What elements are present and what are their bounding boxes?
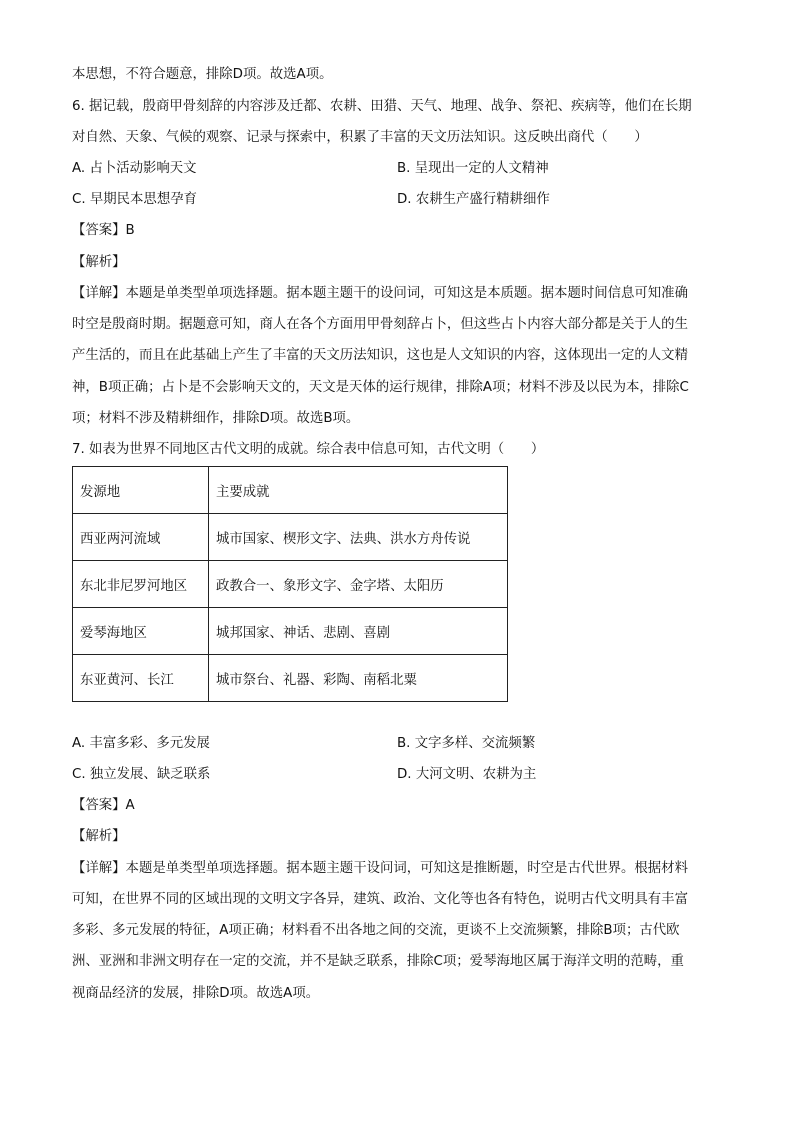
- q6-detail-line-2: 时空是殷商时期。据题意可知，商人在各个方面用甲骨刻辞占卜，但这些占卜内容大部分都是关于人的生: [72, 317, 688, 332]
- q7-detail-line-2: 可知，在世界不同的区域出现的文明文字各异，建筑、政治、文化等也各有特色，说明古代文明具有丰富: [72, 892, 688, 907]
- q7-option-b: B. 文字多样、交流频繁: [397, 736, 536, 751]
- q6-option-d: D. 农耕生产盛行精耕细作: [397, 192, 550, 207]
- table-cell-achievements: 城市祭台、礼器、彩陶、南稻北粟: [209, 655, 508, 702]
- q7-option-d: D. 大河文明、农耕为主: [397, 767, 537, 782]
- table-row: [73, 655, 508, 702]
- table-cell-region: 东亚黄河、长江: [73, 655, 209, 702]
- q7-detail-line-3: 多彩、多元发展的特征，A项正确；材料看不出各地之间的交流，更谈不上交流频繁，排除B项；古代欧: [72, 923, 680, 938]
- table-row: [73, 608, 508, 655]
- q6-analysis-label: 【解析】: [72, 255, 126, 270]
- q7-detail-line-1: 【详解】本题是单类型单项选择题。据本题主题干设问词，可知这是推断题，时空是古代世界。根据材料: [72, 861, 688, 876]
- q7-stem: 7. 如表为世界不同地区古代文明的成就。综合表中信息可知，古代文明（ ）: [72, 442, 545, 457]
- table-header-cell: 发源地: [73, 467, 209, 514]
- q7-detail-line-5: 视商品经济的发展，排除D项。故选A项。: [72, 986, 320, 1001]
- table-cell-region: 西亚两河流域: [73, 514, 209, 561]
- q6-detail-line-1: 【详解】本题是单类型单项选择题。据本题主题干的设问词，可知这是本质题。据本题时间信息可知准确: [72, 286, 688, 301]
- q6-stem-line-1: 6. 据记载，殷商甲骨刻辞的内容涉及迁都、农耕、田猎、天气、地理、战争、祭祀、疾病等，他们在长期: [72, 99, 692, 114]
- table-header-row: [73, 467, 508, 514]
- q6-option-b: B. 呈现出一定的人文精神: [397, 161, 549, 176]
- q6-stem-line-2: 对自然、天象、气候的观察、记录与探索中，积累了丰富的天文历法知识。这反映出商代（ ）: [72, 130, 648, 145]
- q7-detail-line-4: 洲、亚洲和非洲文明存在一定的交流，并不是缺乏联系，排除C项；爱琴海地区属于海洋文明的范畴，重: [72, 954, 684, 969]
- table-cell-region: 爱琴海地区: [73, 608, 209, 655]
- prev-answer-tail: 本思想，不符合题意，排除D项。故选A项。: [72, 67, 333, 82]
- q7-option-c: C. 独立发展、缺乏联系: [72, 767, 211, 782]
- q7-analysis-label: 【解析】: [72, 829, 126, 844]
- table-cell-achievements: 城邦国家、神话、悲剧、喜剧: [209, 608, 508, 655]
- table-row: [73, 561, 508, 608]
- table-cell-achievements: 城市国家、楔形文字、法典、洪水方舟传说: [209, 514, 508, 561]
- q6-answer: 【答案】B: [72, 223, 135, 238]
- q6-detail-line-4: 神，B项正确；占卜是不会影响天文的，天文是天体的运行规律，排除A项；材料不涉及以民为本，排除C: [72, 380, 689, 395]
- civilization-table: [72, 466, 508, 702]
- table-cell-region: 东北非尼罗河地区: [73, 561, 209, 608]
- table-row: [73, 514, 508, 561]
- table-cell-achievements: 政教合一、象形文字、金字塔、太阳历: [209, 561, 508, 608]
- q6-detail-line-3: 产生活的，而且在此基础上产生了丰富的天文历法知识，这也是人文知识的内容，这体现出一定的人文精: [72, 348, 688, 363]
- q6-option-c: C. 早期民本思想孕育: [72, 192, 197, 207]
- q7-answer: 【答案】A: [72, 798, 135, 813]
- table-header-cell: 主要成就: [209, 467, 508, 514]
- q7-option-a: A. 丰富多彩、多元发展: [72, 736, 210, 751]
- q6-detail-line-5: 项；材料不涉及精耕细作，排除D项。故选B项。: [72, 411, 360, 426]
- q6-option-a: A. 占卜活动影响天文: [72, 161, 197, 176]
